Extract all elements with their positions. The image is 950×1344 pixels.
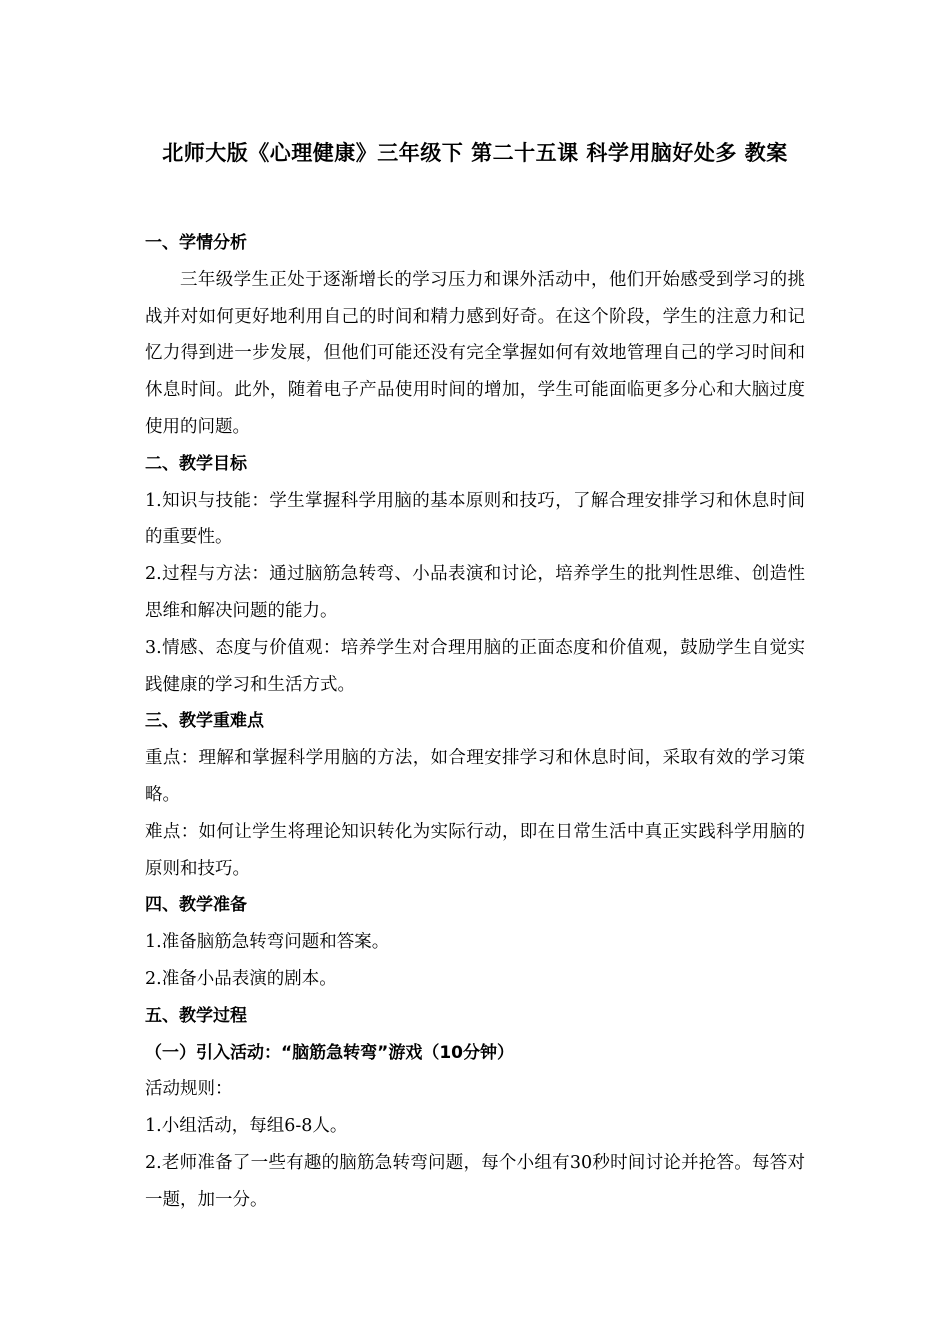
document-body	[145, 225, 805, 1219]
subsection-heading-intro-activity: （一）引入活动：“脑筋急转弯”游戏（10分钟）	[145, 1042, 515, 1063]
document-title: 北师大版《心理健康》三年级下 第二十五课 科学用脑好处多 教案	[162, 141, 788, 165]
section-heading-process: 五、教学过程	[145, 1005, 247, 1026]
goal-item-process: 2.过程与方法：通过脑筋急转弯、小品表演和讨论，培养学生的批判性思维、创造性思维和解决问题的能力。	[145, 564, 805, 621]
activity-rule-2: 2.老师准备了一些有趣的脑筋急转弯问题，每个小组有30秒时间讨论并抢答。每答对一题，加一分。	[145, 1152, 805, 1210]
section-heading-preparation: 四、教学准备	[145, 895, 247, 916]
section-heading-key-points: 三、教学重难点	[145, 711, 264, 732]
preparation-item-1: 1.准备脑筋急转弯问题和答案。	[145, 932, 390, 953]
preparation-item-2: 2.准备小品表演的剧本。	[145, 968, 337, 989]
paragraph-learner-analysis: 三年级学生正处于逐渐增长的学习压力和课外活动中，他们开始感受到学习的挑战并对如何更好地利用自己的时间和精力感到好奇。在这个阶段，学生的注意力和记忆力得到进一步发展，但他们可能还没有完全掌握如何有效地管理自己的学习时间和休息时间。此外，随着电子产品使用时间的增加，学生可能面临更多分心和大脑过度使用的问题。	[145, 269, 805, 437]
section-heading-teaching-goals: 二、教学目标	[145, 453, 247, 474]
section-heading-learner-analysis: 一、学情分析	[145, 233, 247, 253]
goal-item-attitude: 3.情感、态度与价值观：培养学生对合理用脑的正面态度和价值观，鼓励学生自觉实践健康的学习和生活方式。	[145, 637, 805, 695]
goal-item-knowledge: 1.知识与技能：学生掌握科学用脑的基本原则和技巧，了解合理安排学习和休息时间的重要性。	[145, 490, 805, 548]
activity-rule-1: 1.小组活动，每组6-8人。	[145, 1116, 348, 1137]
key-point-difficulty: 难点：如何让学生将理论知识转化为实际行动，即在日常生活中真正实践科学用脑的原则和技巧。	[145, 821, 805, 879]
key-point-focus: 重点：理解和掌握科学用脑的方法，如合理安排学习和休息时间，采取有效的学习策略。	[145, 748, 805, 805]
activity-rules-label: 活动规则：	[145, 1079, 233, 1100]
